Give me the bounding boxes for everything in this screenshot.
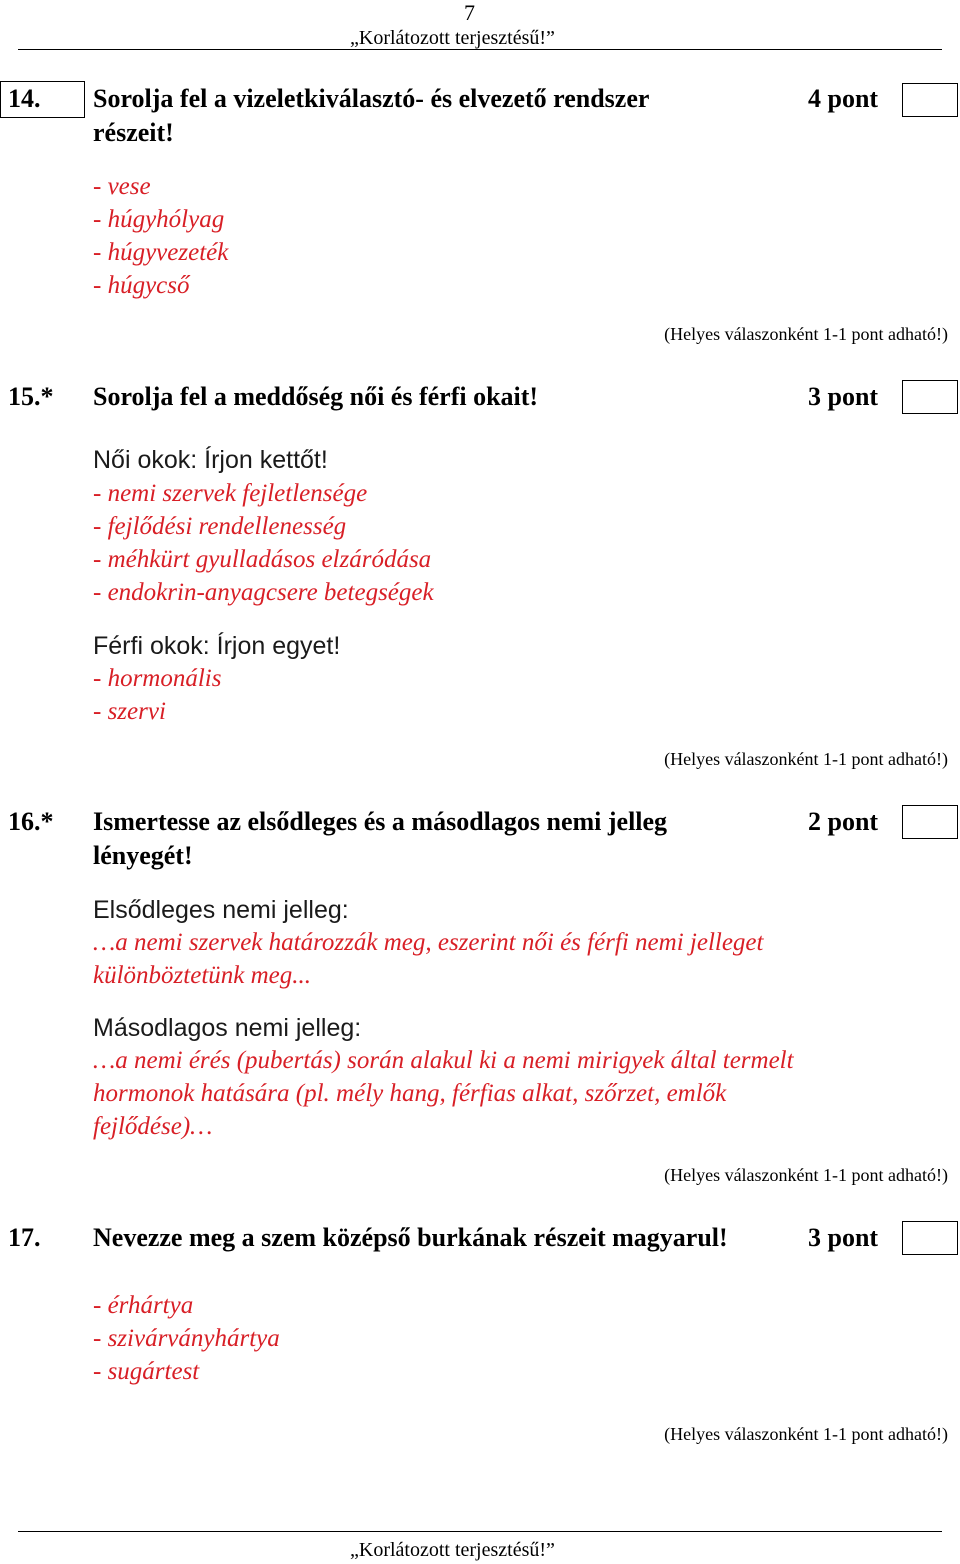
q16-secondary-label: Másodlagos nemi jelleg: [93, 1014, 362, 1042]
q15-male-answer-2: - szervi [93, 698, 166, 725]
q16-primary-answer-cont: különböztetünk meg... [93, 962, 312, 989]
question-15-number: 15.* [8, 382, 54, 411]
page-number: 7 [464, 0, 475, 25]
q15-male-label: Férfi okok: Írjon egyet! [93, 632, 341, 660]
question-16-text: Ismertesse az elsődleges és a másodlagos nemi jelleg [93, 807, 668, 836]
q15-scoring-note: (Helyes válaszonként 1-1 pont adható!) [664, 749, 948, 769]
question-17-text: Nevezze meg a szem középső burkának részeit magyarul! [93, 1223, 728, 1252]
question-16-points: 2 pont [808, 807, 879, 836]
question-16-score-box[interactable] [902, 805, 958, 839]
header-rule [18, 49, 942, 50]
header-restriction-notice: „Korlátozott terjesztésű!” [350, 27, 555, 49]
q16-primary-label: Elsődleges nemi jelleg: [93, 896, 349, 924]
q17-answer-2: - szivárványhártya [93, 1325, 280, 1352]
q15-female-answer-1: - nemi szervek fejletlensége [93, 480, 368, 507]
question-15-score-box[interactable] [902, 380, 958, 414]
q17-answer-1: - érhártya [93, 1292, 194, 1319]
question-16-text-cont: lényegét! [93, 841, 193, 870]
question-15-points: 3 pont [808, 382, 879, 411]
q14-scoring-note: (Helyes válaszonként 1-1 pont adható!) [664, 324, 948, 344]
question-14-points: 4 pont [808, 84, 879, 113]
question-17-number: 17. [8, 1223, 41, 1252]
q16-secondary-answer-cont: hormonok hatására (pl. mély hang, férfias alkat, szőrzet, emlők [93, 1080, 727, 1107]
question-14-text-cont: részeit! [93, 118, 174, 147]
q15-female-answer-3: - méhkürt gyulladásos elzáródása [93, 546, 432, 573]
q15-female-label: Női okok: Írjon kettőt! [93, 446, 328, 474]
q17-scoring-note: (Helyes válaszonként 1-1 pont adható!) [664, 1424, 948, 1444]
question-14-text: Sorolja fel a vizeletkiválasztó- és elvezető rendszer [93, 84, 650, 113]
question-17-score-box[interactable] [902, 1221, 958, 1255]
footer-rule [18, 1531, 942, 1532]
question-17-points: 3 pont [808, 1223, 879, 1252]
q16-scoring-note: (Helyes válaszonként 1-1 pont adható!) [664, 1165, 948, 1185]
question-14-number: 14. [8, 84, 41, 113]
q16-secondary-answer-end: fejlődése)… [93, 1113, 213, 1140]
q15-male-answer-1: - hormonális [93, 665, 222, 692]
q17-answer-3: - sugártest [93, 1358, 200, 1385]
q16-primary-answer: …a nemi szervek határozzák meg, eszerint női és férfi nemi jelleget [93, 929, 764, 956]
q14-answer-3: - húgyvezeték [93, 239, 229, 266]
question-14-score-box[interactable] [902, 83, 958, 117]
q14-answer-4: - húgycső [93, 272, 190, 299]
question-16-number: 16.* [8, 807, 54, 836]
question-15-text: Sorolja fel a meddőség női és férfi okait! [93, 382, 539, 411]
q15-female-answer-4: - endokrin-anyagcsere betegségek [93, 579, 434, 606]
q14-answer-1: - vese [93, 173, 151, 200]
q16-secondary-answer: …a nemi érés (pubertás) során alakul ki a nemi mirigyek által termelt [93, 1047, 794, 1074]
q15-female-answer-2: - fejlődési rendellenesség [93, 513, 347, 540]
q14-answer-2: - húgyhólyag [93, 206, 225, 233]
footer-restriction-notice: „Korlátozott terjesztésű!” [350, 1539, 555, 1561]
